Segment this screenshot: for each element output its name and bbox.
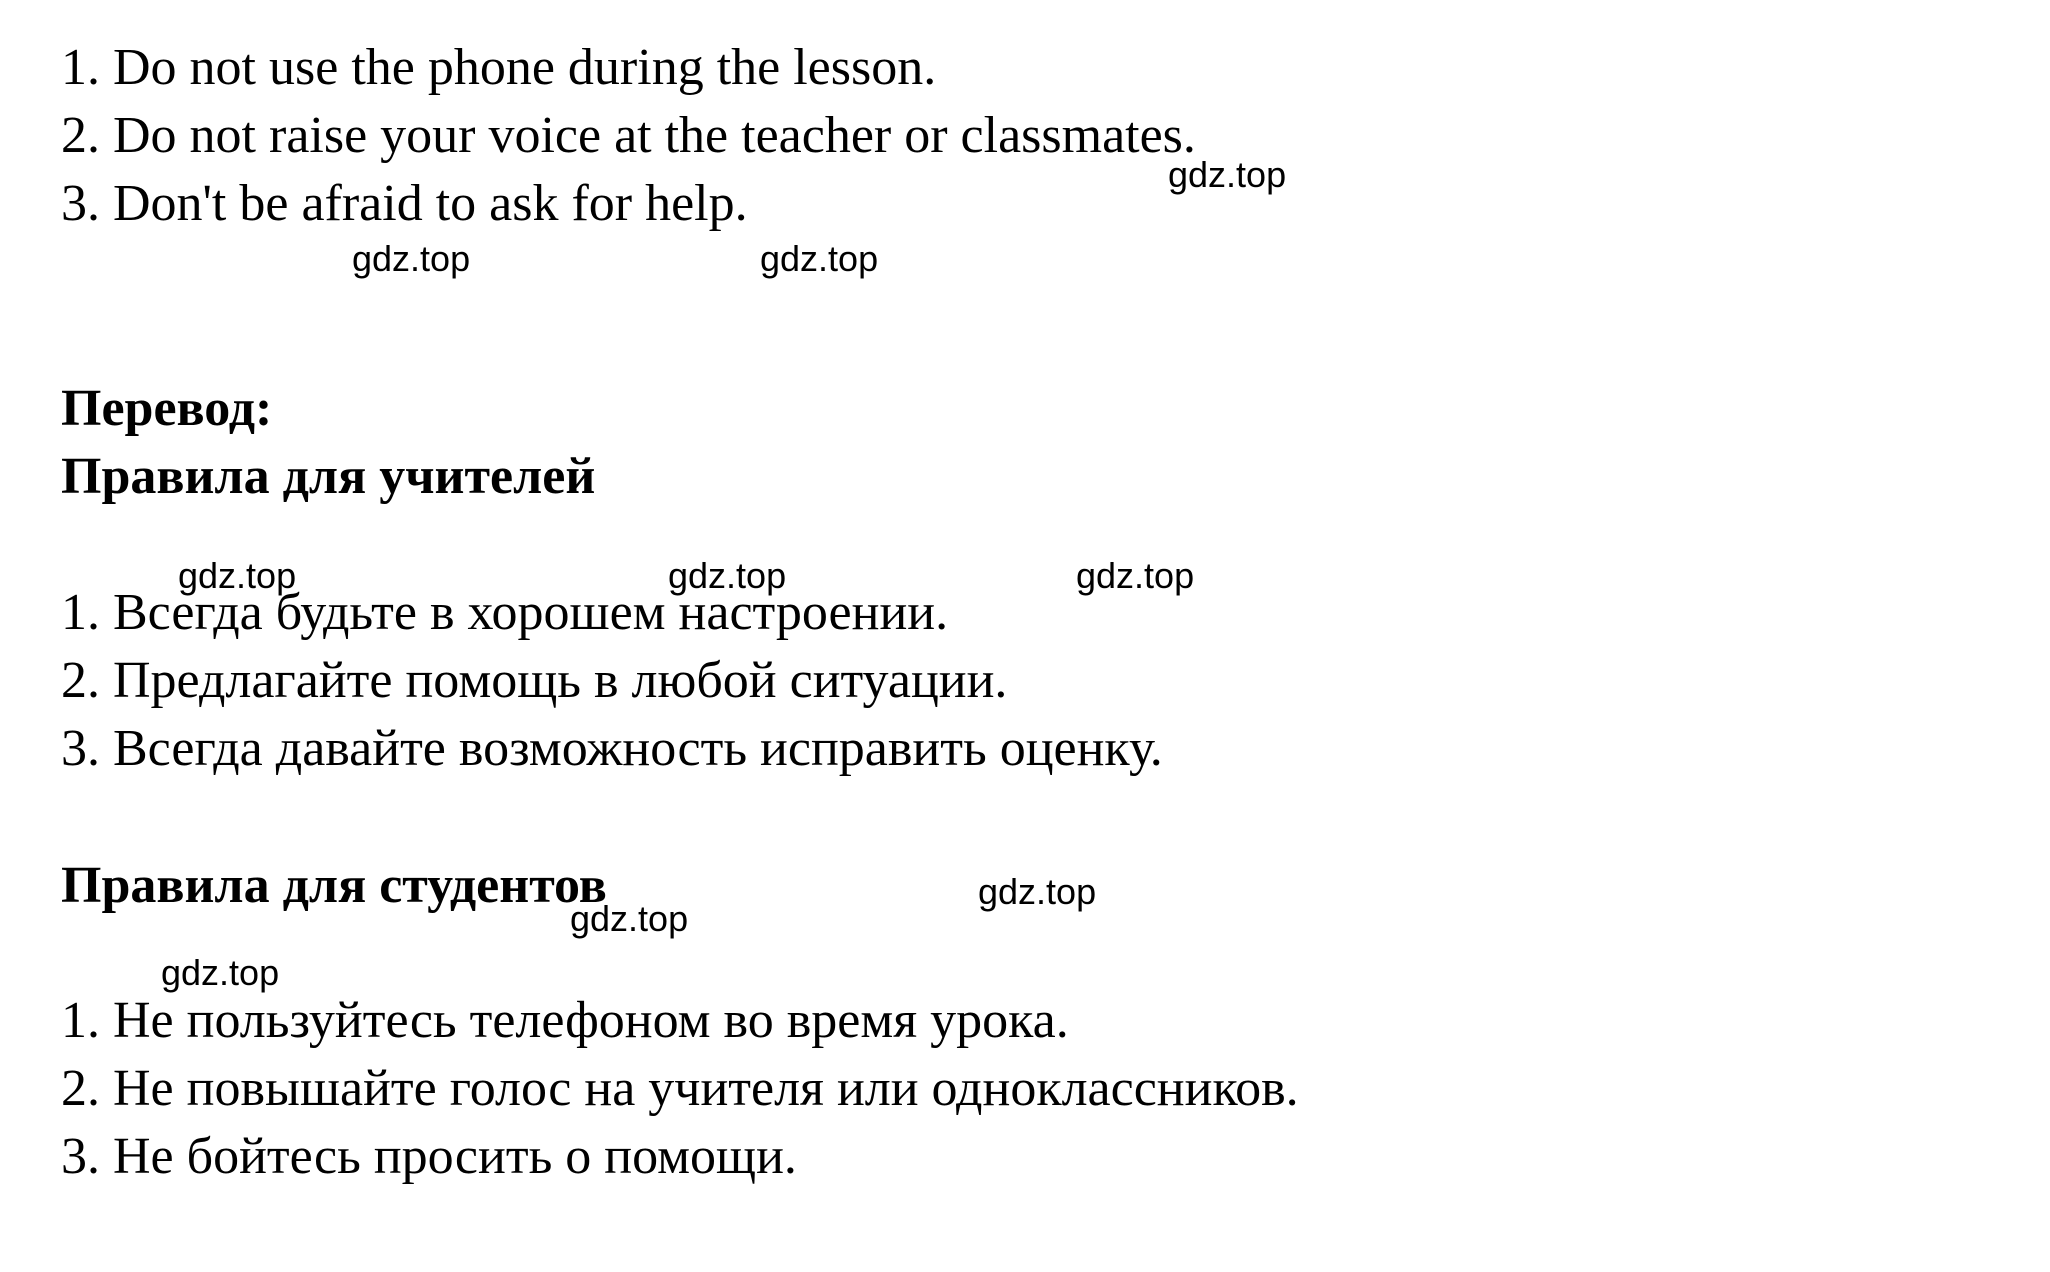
watermark: gdz.top [760,238,879,279]
teacher-rule-2: 2. Предлагайте помощь в любой ситуации. [61,652,1008,709]
watermark: gdz.top [668,555,787,596]
watermark: gdz.top [570,898,689,939]
watermark: gdz.top [978,871,1097,912]
students-rules-title: Правила для студентов [61,857,607,914]
student-rule-2: 2. Не повышайте голос на учителя или одноклассников. [61,1060,1299,1117]
translation-label: Перевод: [61,380,273,437]
watermark: gdz.top [352,238,471,279]
watermark: gdz.top [178,555,297,596]
english-rule-3: 3. Don't be afraid to ask for help. [61,175,748,232]
teachers-rules-title: Правила для учителей [61,448,596,505]
teacher-rule-3: 3. Всегда давайте возможность исправить оценку. [61,720,1163,777]
student-rule-3: 3. Не бойтесь просить о помощи. [61,1128,797,1185]
student-rule-1: 1. Не пользуйтесь телефоном во время урока. [61,992,1069,1049]
english-rule-1: 1. Do not use the phone during the lesson. [61,39,937,96]
english-rule-2: 2. Do not raise your voice at the teacher or classmates. [61,107,1196,164]
teacher-rule-1: 1. Всегда будьте в хорошем настроении. [61,584,949,641]
watermark: gdz.top [1168,154,1287,195]
watermark: gdz.top [161,952,280,993]
watermark: gdz.top [1076,555,1195,596]
